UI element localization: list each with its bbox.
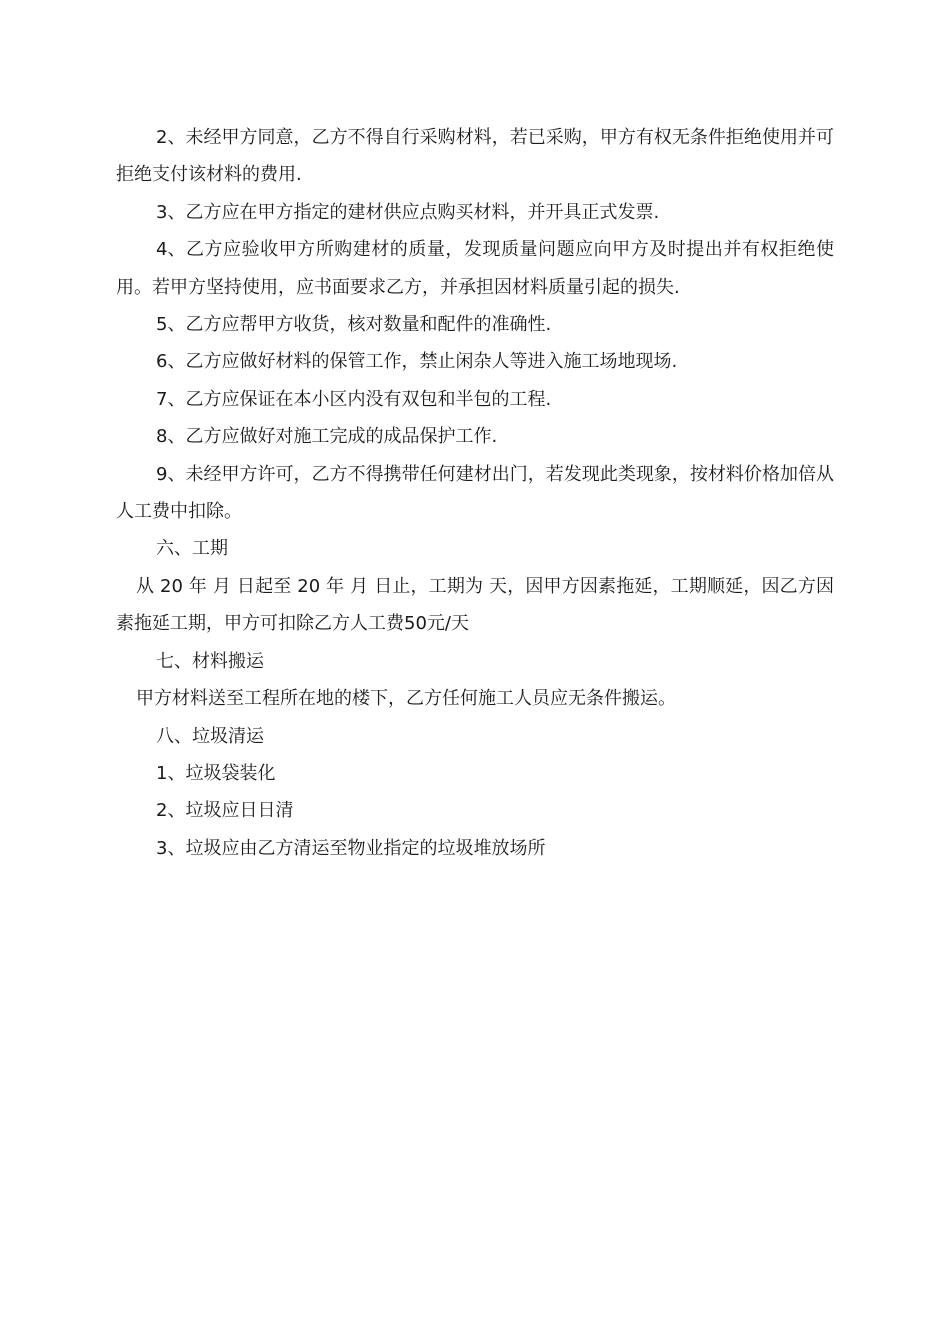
clause-number: 8、 xyxy=(156,426,186,448)
garbage-item-3 xyxy=(116,830,834,867)
clause-number: 3、 xyxy=(156,201,186,223)
section-heading-6 xyxy=(116,530,834,567)
item-number: 3、 xyxy=(156,837,186,859)
section-number: 七、 xyxy=(156,650,192,672)
clause-item-9 xyxy=(116,456,834,531)
clause-item-2 xyxy=(116,119,834,194)
item-text: 垃圾袋装化 xyxy=(185,762,276,784)
clause-number: 4、 xyxy=(156,239,186,261)
clause-text: 乙方应帮甲方收货，核对数量和配件的准确性. xyxy=(185,314,552,336)
clause-number: 7、 xyxy=(156,388,186,410)
section-7-text: 甲方材料送至工程所在地的楼下，乙方任何施工人员应无条件搬运。 xyxy=(136,688,676,710)
item-number: 1、 xyxy=(156,762,186,784)
clause-text: 未经甲方许可，乙方不得携带任何建材出门，若发现此类现象，按材料价格加倍从人工费中扣除。 xyxy=(116,463,834,523)
clause-number: 6、 xyxy=(156,351,186,373)
garbage-item-2 xyxy=(116,792,834,829)
item-text: 垃圾应由乙方清运至物业指定的垃圾堆放场所 xyxy=(185,837,546,859)
item-number: 2、 xyxy=(156,800,186,822)
section-title: 垃圾清运 xyxy=(192,725,264,747)
clause-item-8 xyxy=(116,418,834,455)
section-title: 材料搬运 xyxy=(192,650,264,672)
section-heading-8 xyxy=(116,718,834,755)
clause-item-5 xyxy=(116,306,834,343)
section-title: 工期 xyxy=(192,538,228,560)
clause-item-3 xyxy=(116,194,834,231)
section-6-text: 从 20 年 月 日起至 20 年 月 日止，工期为 天，因甲方因素拖延，工期顺延，因乙方因素拖延工期，甲方可扣除乙方人工费50元/天 xyxy=(116,575,834,635)
contract-body xyxy=(116,119,834,867)
clause-text: 乙方应保证在本小区内没有双包和半包的工程. xyxy=(185,388,552,410)
clause-number: 2、 xyxy=(156,127,186,148)
clause-text: 乙方应做好对施工完成的成品保护工作. xyxy=(185,426,498,448)
clause-item-7 xyxy=(116,381,834,418)
clause-item-6 xyxy=(116,343,834,380)
section-number: 六、 xyxy=(156,538,192,560)
clause-text: 乙方应在甲方指定的建材供应点购买材料，并开具正式发票. xyxy=(185,201,660,223)
clause-text: 未经甲方同意，乙方不得自行采购材料，若已采购，甲方有权无条件拒绝使用并可拒绝支付该材料的费用. xyxy=(116,127,834,186)
section-number: 八、 xyxy=(156,725,192,747)
clause-number: 5、 xyxy=(156,314,186,336)
clause-text: 乙方应验收甲方所购建材的质量，发现质量问题应向甲方及时提出并有权拒绝使用。若甲方坚持使用，应书面要求乙方，并承担因材料质量引起的损失. xyxy=(116,239,834,298)
garbage-item-1 xyxy=(116,755,834,792)
clause-item-4 xyxy=(116,231,834,306)
item-text: 垃圾应日日清 xyxy=(185,800,294,822)
clause-number: 9、 xyxy=(156,463,186,485)
clause-text: 乙方应做好材料的保管工作，禁止闲杂人等进入施工场地现场. xyxy=(185,351,678,373)
section-heading-7 xyxy=(116,643,834,680)
